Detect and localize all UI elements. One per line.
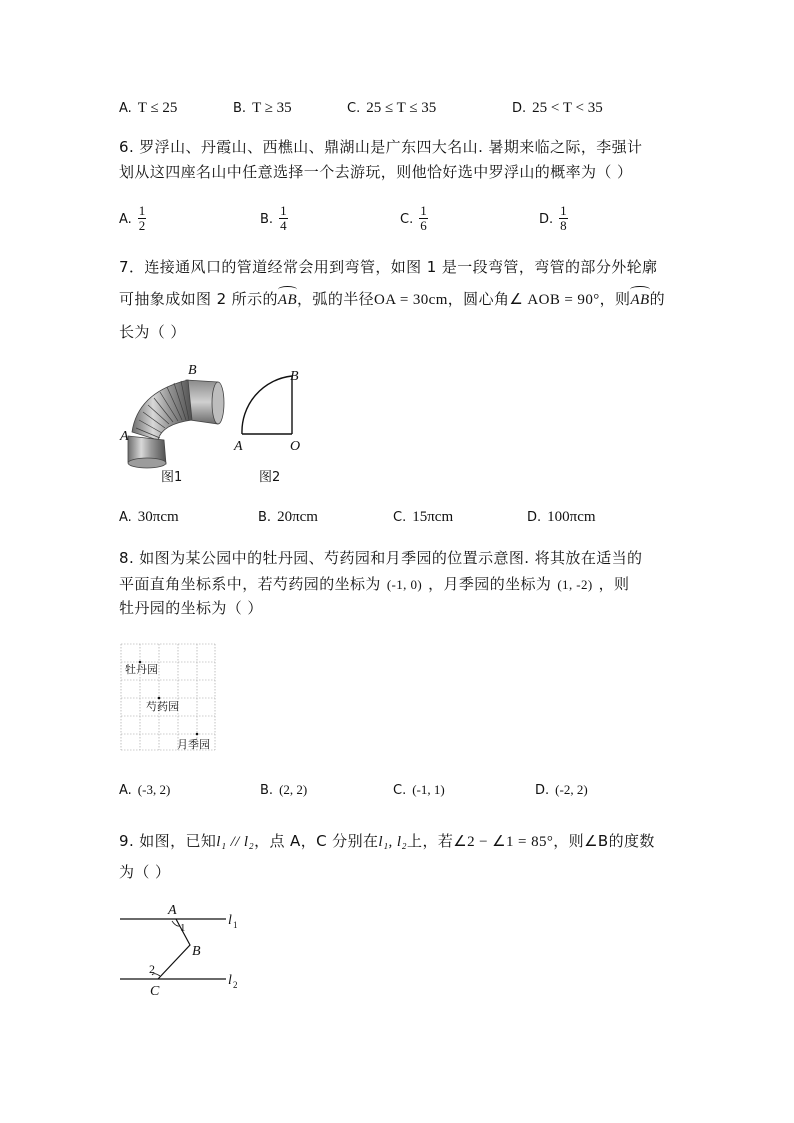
- q7-option-b[interactable]: B. 20πcm: [258, 509, 318, 525]
- q8-option-d[interactable]: D. (-2, 2): [535, 782, 588, 798]
- q5-option-c[interactable]: C. 25 ≤ T ≤ 35: [347, 100, 437, 116]
- parallel-lines-figure: [116, 900, 246, 1000]
- arc-ab-2: AB: [630, 292, 650, 308]
- q8-option-c[interactable]: C. (-1, 1): [393, 782, 445, 798]
- figure-2-caption: 图2: [259, 470, 281, 485]
- q8-line-1: 8. 如图为某公园中的牡丹园、芍药园和月季园的位置示意图. 将其放在适当的: [119, 549, 643, 567]
- angle-condition: ∠2 − ∠1 = 85°: [453, 834, 554, 850]
- q7-option-a[interactable]: A. 30πcm: [119, 509, 179, 525]
- q7-option-c[interactable]: C. 15πcm: [393, 509, 454, 525]
- label-angle-2: 2: [149, 962, 155, 976]
- label-shaoyao-garden: 芍药园: [146, 700, 179, 713]
- figure-1-caption: 图1: [161, 470, 183, 485]
- label-point-c: C: [150, 984, 160, 999]
- fraction: $\frac{1}{4}$: [280, 203, 287, 233]
- coord-yueji: (1, -2): [557, 577, 593, 592]
- q6-option-b[interactable]: B. $\frac{1}{4}$: [260, 203, 287, 233]
- shaoyao-point: [158, 697, 161, 700]
- label-peony-garden: 牡丹园: [125, 663, 158, 676]
- q8-line-3: 牡丹园的坐标为（ ）: [119, 599, 263, 617]
- fraction: $\frac{1}{8}$: [560, 203, 567, 233]
- pipe-label-b: B: [188, 363, 197, 378]
- q5-option-b[interactable]: B. T ≥ 35: [233, 100, 292, 116]
- q6-option-c[interactable]: C. $\frac{1}{6}$: [400, 203, 427, 233]
- label-yueji-garden: 月季园: [177, 738, 210, 751]
- fig2-label-o: O: [290, 439, 301, 454]
- yueji-point: [196, 733, 199, 736]
- fraction: $\frac{1}{2}$: [138, 203, 146, 233]
- park-grid-map: [119, 640, 221, 756]
- q8-option-a[interactable]: A. (-3, 2): [119, 782, 171, 798]
- q8-option-b[interactable]: B. (2, 2): [260, 782, 308, 798]
- label-line-l1: l: [228, 913, 232, 928]
- lines-expression: l₁, l₂: [378, 834, 408, 850]
- label-point-b: B: [192, 944, 201, 959]
- q5-option-a[interactable]: A. T ≤ 25: [119, 100, 178, 116]
- label-line-l2-subscript: 2: [233, 980, 238, 990]
- q7-line-1: 7．连接通风口的管道经常会用到弯管，如图 1 是一段弯管，弯管的部分外轮廓: [119, 258, 658, 276]
- q7-line-3: 长为（ ）: [119, 323, 186, 341]
- fraction: $\frac{1}{6}$: [420, 203, 427, 233]
- q9-line-2: 为（ ）: [119, 863, 171, 881]
- q6-line-2: 划从这四座名山中任意选择一个去游玩，则他恰好选中罗浮山的概率为（ ）: [119, 163, 633, 181]
- q6-option-d[interactable]: D. $\frac{1}{8}$: [539, 203, 567, 233]
- fig2-label-a: A: [234, 439, 243, 454]
- bent-pipe-figure: [118, 362, 228, 470]
- pipe-label-a: A: [120, 429, 129, 444]
- parallel-expression: l₁ // l₂: [216, 834, 255, 850]
- label-point-a: A: [168, 903, 177, 918]
- fig2-label-b: B: [290, 369, 299, 384]
- label-line-l2: l: [228, 973, 232, 988]
- arc-ab-shape: [242, 376, 292, 434]
- grid-lines: [121, 644, 215, 750]
- angle-expression: ∠ AOB = 90°: [509, 292, 600, 308]
- q6-line-1: 6. 罗浮山、丹霞山、西樵山、鼎湖山是广东四大名山. 暑期来临之际，李强计: [119, 138, 643, 156]
- label-line-l1-subscript: 1: [233, 920, 238, 930]
- radius-expression: OA = 30cm: [374, 292, 448, 308]
- q8-line-2: 平面直角坐标系中，若芍药园的坐标为 (-1, 0) ，月季园的坐标为 (1, -2) ，则: [119, 575, 630, 593]
- q7-option-d[interactable]: D. 100πcm: [527, 509, 596, 525]
- q7-line-2: 可抽象成如图 2 所示的AB，弧的半径OA = 30cm，圆心角∠ AOB = 90°，则AB的: [119, 290, 665, 308]
- label-angle-1: 1: [180, 922, 186, 934]
- quarter-arc-figure: [230, 364, 310, 454]
- arc-ab: AB: [277, 292, 298, 308]
- q9-line-1: 9. 如图，已知l₁ // l₂，点 A，C 分别在l₁, l₂上，若∠2 − ∠1 = 85°，则∠B的度数: [119, 832, 655, 850]
- q5-option-d[interactable]: D. 25 < T < 35: [512, 100, 603, 116]
- q6-option-a[interactable]: A. $\frac{1}{2}$: [119, 203, 146, 233]
- coord-shaoyao: (-1, 0): [386, 577, 423, 592]
